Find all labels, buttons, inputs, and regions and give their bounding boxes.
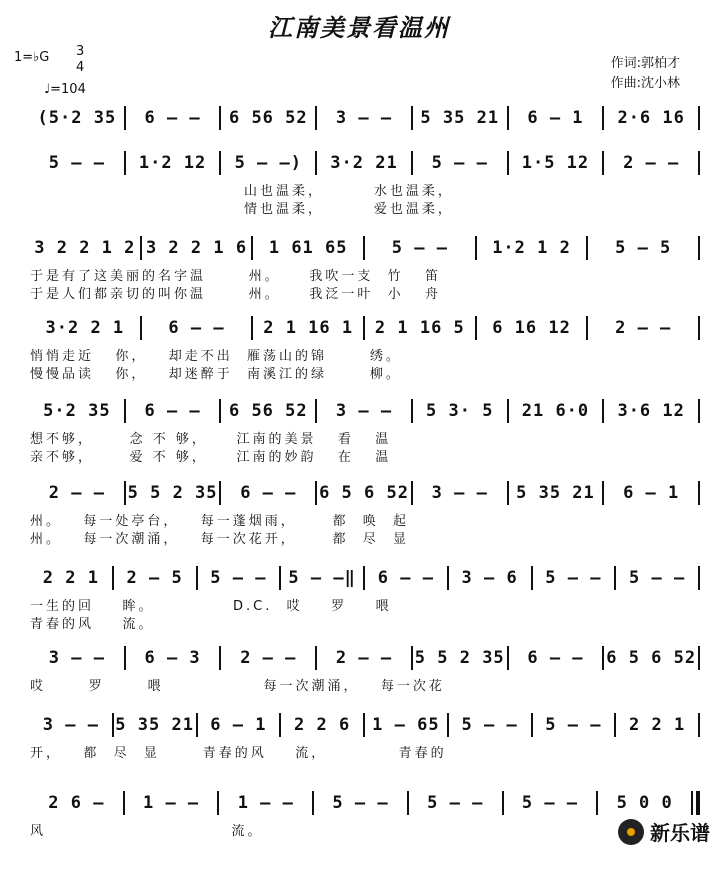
score-row [30, 712, 700, 792]
measure: 5 – – [332, 793, 389, 813]
measure: 2 1 16 5 [374, 318, 465, 338]
measure: 5 5 2 35 [414, 648, 505, 668]
measure: 1 – – [237, 793, 294, 813]
measure: 2 – – [335, 648, 393, 668]
measure: 3 – – [42, 715, 99, 735]
measure: 1 61 65 [268, 238, 348, 258]
lyric-line: 于是人们都亲切的叫你温 州。 我泛一叶 小 舟 [30, 287, 441, 302]
measure: 2 6 – [48, 793, 105, 813]
barline [698, 316, 700, 340]
lyric-line: 悄悄走近 你， 却走不出 雁荡山的锦 绣。 [30, 349, 402, 364]
barline [698, 481, 700, 505]
measure: 5 – – [431, 153, 488, 173]
notes-line [30, 235, 700, 261]
lyric-line: 青春的风 流。 [30, 617, 155, 632]
key-signature: 1=♭G [14, 50, 50, 65]
measure: 5 – – [210, 568, 267, 588]
measure: 5 35 21 [115, 715, 194, 735]
measure: 6 – 1 [623, 483, 680, 503]
measure: 1 – – [142, 793, 200, 813]
measure: 5 – – [427, 793, 484, 813]
measure: 1·2 12 [138, 153, 207, 173]
measure: 3 2 2 1 6 [145, 238, 248, 258]
lyric-line: 一生的回 眸。 D.C. 哎 罗 喂 [30, 599, 392, 614]
measure: 2 1 16 1 [263, 318, 354, 338]
measure: 5 – – [629, 568, 686, 588]
measure: 6 – – [144, 108, 201, 128]
measure: 5 – –) [234, 153, 302, 173]
measure: 3 2 2 1 2 [34, 238, 136, 258]
measure: 5 – –‖ [288, 568, 356, 588]
lyric-line: 州。 每一次潮涌， 每一次花开， 都 尽 显 [30, 532, 409, 547]
measure: 3 – – [335, 401, 393, 421]
barline [698, 106, 700, 130]
measure: 5 3· 5 [426, 401, 494, 421]
score-row [30, 480, 700, 560]
page-title: 江南美景看温州 [268, 14, 450, 42]
measure: 5 – – [545, 715, 602, 735]
measure: 2 2 6 [294, 715, 351, 735]
measure: 3 – 6 [461, 568, 518, 588]
measure: 5 0 0 [616, 793, 673, 813]
measure: 6 – – [168, 318, 225, 338]
measure: 3 – – [48, 648, 105, 668]
measure: 2 – – [240, 648, 297, 668]
measure: 21 6·0 [521, 401, 590, 421]
barline [698, 566, 700, 590]
lyric-line: 想不够， 念 不 够， 江南的美景 看 温 [30, 432, 392, 447]
measure: 5 35 21 [420, 108, 500, 128]
measure: 5 5 2 35 [127, 483, 218, 503]
measure: 2 – – [615, 318, 672, 338]
barline [691, 791, 700, 815]
measure: 2 2 1 [42, 568, 99, 588]
measure: 6 – 1 [210, 715, 267, 735]
measure: 6 5 6 52 [606, 648, 697, 668]
notes-line [30, 712, 700, 738]
lyricist-credit: 作词:郭柏才 [610, 56, 680, 71]
measure: 1·5 12 [521, 153, 590, 173]
site-logo [618, 817, 710, 846]
lyric-line: 慢慢品读 你， 却迷醉于 南溪江的绿 柳。 [30, 367, 402, 382]
logo-text: 新乐谱 [650, 821, 710, 845]
disc-icon [618, 819, 644, 845]
measure: 2 – – [623, 153, 680, 173]
score-row [30, 565, 700, 645]
measure: 5 – – [545, 568, 602, 588]
measure: 3·2 21 [330, 153, 398, 173]
notes-line [30, 150, 700, 176]
measure: 6 56 52 [228, 401, 308, 421]
barline [698, 151, 700, 175]
measure: 3·6 12 [617, 401, 685, 421]
barline [698, 646, 700, 670]
notes-line [30, 105, 700, 131]
measure: 6 – 3 [144, 648, 201, 668]
notes-line [30, 315, 700, 341]
barline [698, 713, 700, 737]
measure: 5 – – [461, 715, 518, 735]
measure: 1·2 1 2 [492, 238, 571, 258]
lyric-line: 哎 罗 喂 每一次潮涌， 每一次花 [30, 679, 445, 694]
measure: 2 2 1 [629, 715, 686, 735]
tempo-mark: ♩=104 [44, 82, 86, 97]
measure: 5 – – [48, 153, 105, 173]
measure: 3 – – [431, 483, 488, 503]
notes-line [30, 790, 700, 816]
notes-line [30, 480, 700, 506]
measure: 5·2 35 [43, 401, 111, 421]
measure: 6 – – [377, 568, 434, 588]
measure: 3·2 2 1 [45, 318, 125, 338]
measure: 2 – – [48, 483, 105, 503]
measure: 3 – – [335, 108, 393, 128]
measure: 6 – – [144, 401, 201, 421]
score-row [30, 235, 700, 315]
lyric-line: 情也温柔， 爱也温柔， [30, 202, 454, 217]
measure: 6 56 52 [228, 108, 308, 128]
lyric-line: 开， 都 尽 显 青春的风 流， 青春的 [30, 746, 447, 761]
score-row [30, 315, 700, 395]
notes-line [30, 398, 700, 424]
score-row [30, 150, 700, 230]
lyric-line: 亲不够， 爱 不 够， 江南的妙韵 在 温 [30, 450, 392, 465]
measure: 6 5 6 52 [319, 483, 409, 503]
measure: 6 16 12 [492, 318, 571, 338]
measure: 5 – – [521, 793, 579, 813]
composer-credit: 作曲:沈小林 [610, 76, 680, 91]
measure: 1 – 65 [372, 715, 440, 735]
lyric-line: 于是有了这美丽的名字温 州。 我吹一支 竹 笛 [30, 269, 441, 284]
measure: 6 – 1 [527, 108, 584, 128]
barline [698, 399, 700, 423]
measure: 6 – – [527, 648, 584, 668]
barline [698, 236, 700, 260]
measure: 2 – 5 [126, 568, 183, 588]
notes-line [30, 645, 700, 671]
time-signature-bottom: 4 [76, 60, 85, 75]
score-row [30, 398, 700, 478]
measure: 5 – – [391, 238, 448, 258]
measure: (5·2 35 [37, 108, 117, 128]
time-signature-top: 3 [76, 44, 85, 59]
notes-line [30, 565, 700, 591]
lyric-line: 风 流。 [30, 824, 264, 839]
measure: 5 – 5 [615, 238, 672, 258]
measure: 2·6 16 [617, 108, 685, 128]
measure: 5 35 21 [516, 483, 595, 503]
lyric-line: 山也温柔， 水也温柔， [30, 184, 454, 199]
score-row [30, 790, 700, 870]
lyric-line: 州。 每一处亭台， 每一蓬烟雨， 都 唤 起 [30, 514, 409, 529]
measure: 6 – – [240, 483, 297, 503]
